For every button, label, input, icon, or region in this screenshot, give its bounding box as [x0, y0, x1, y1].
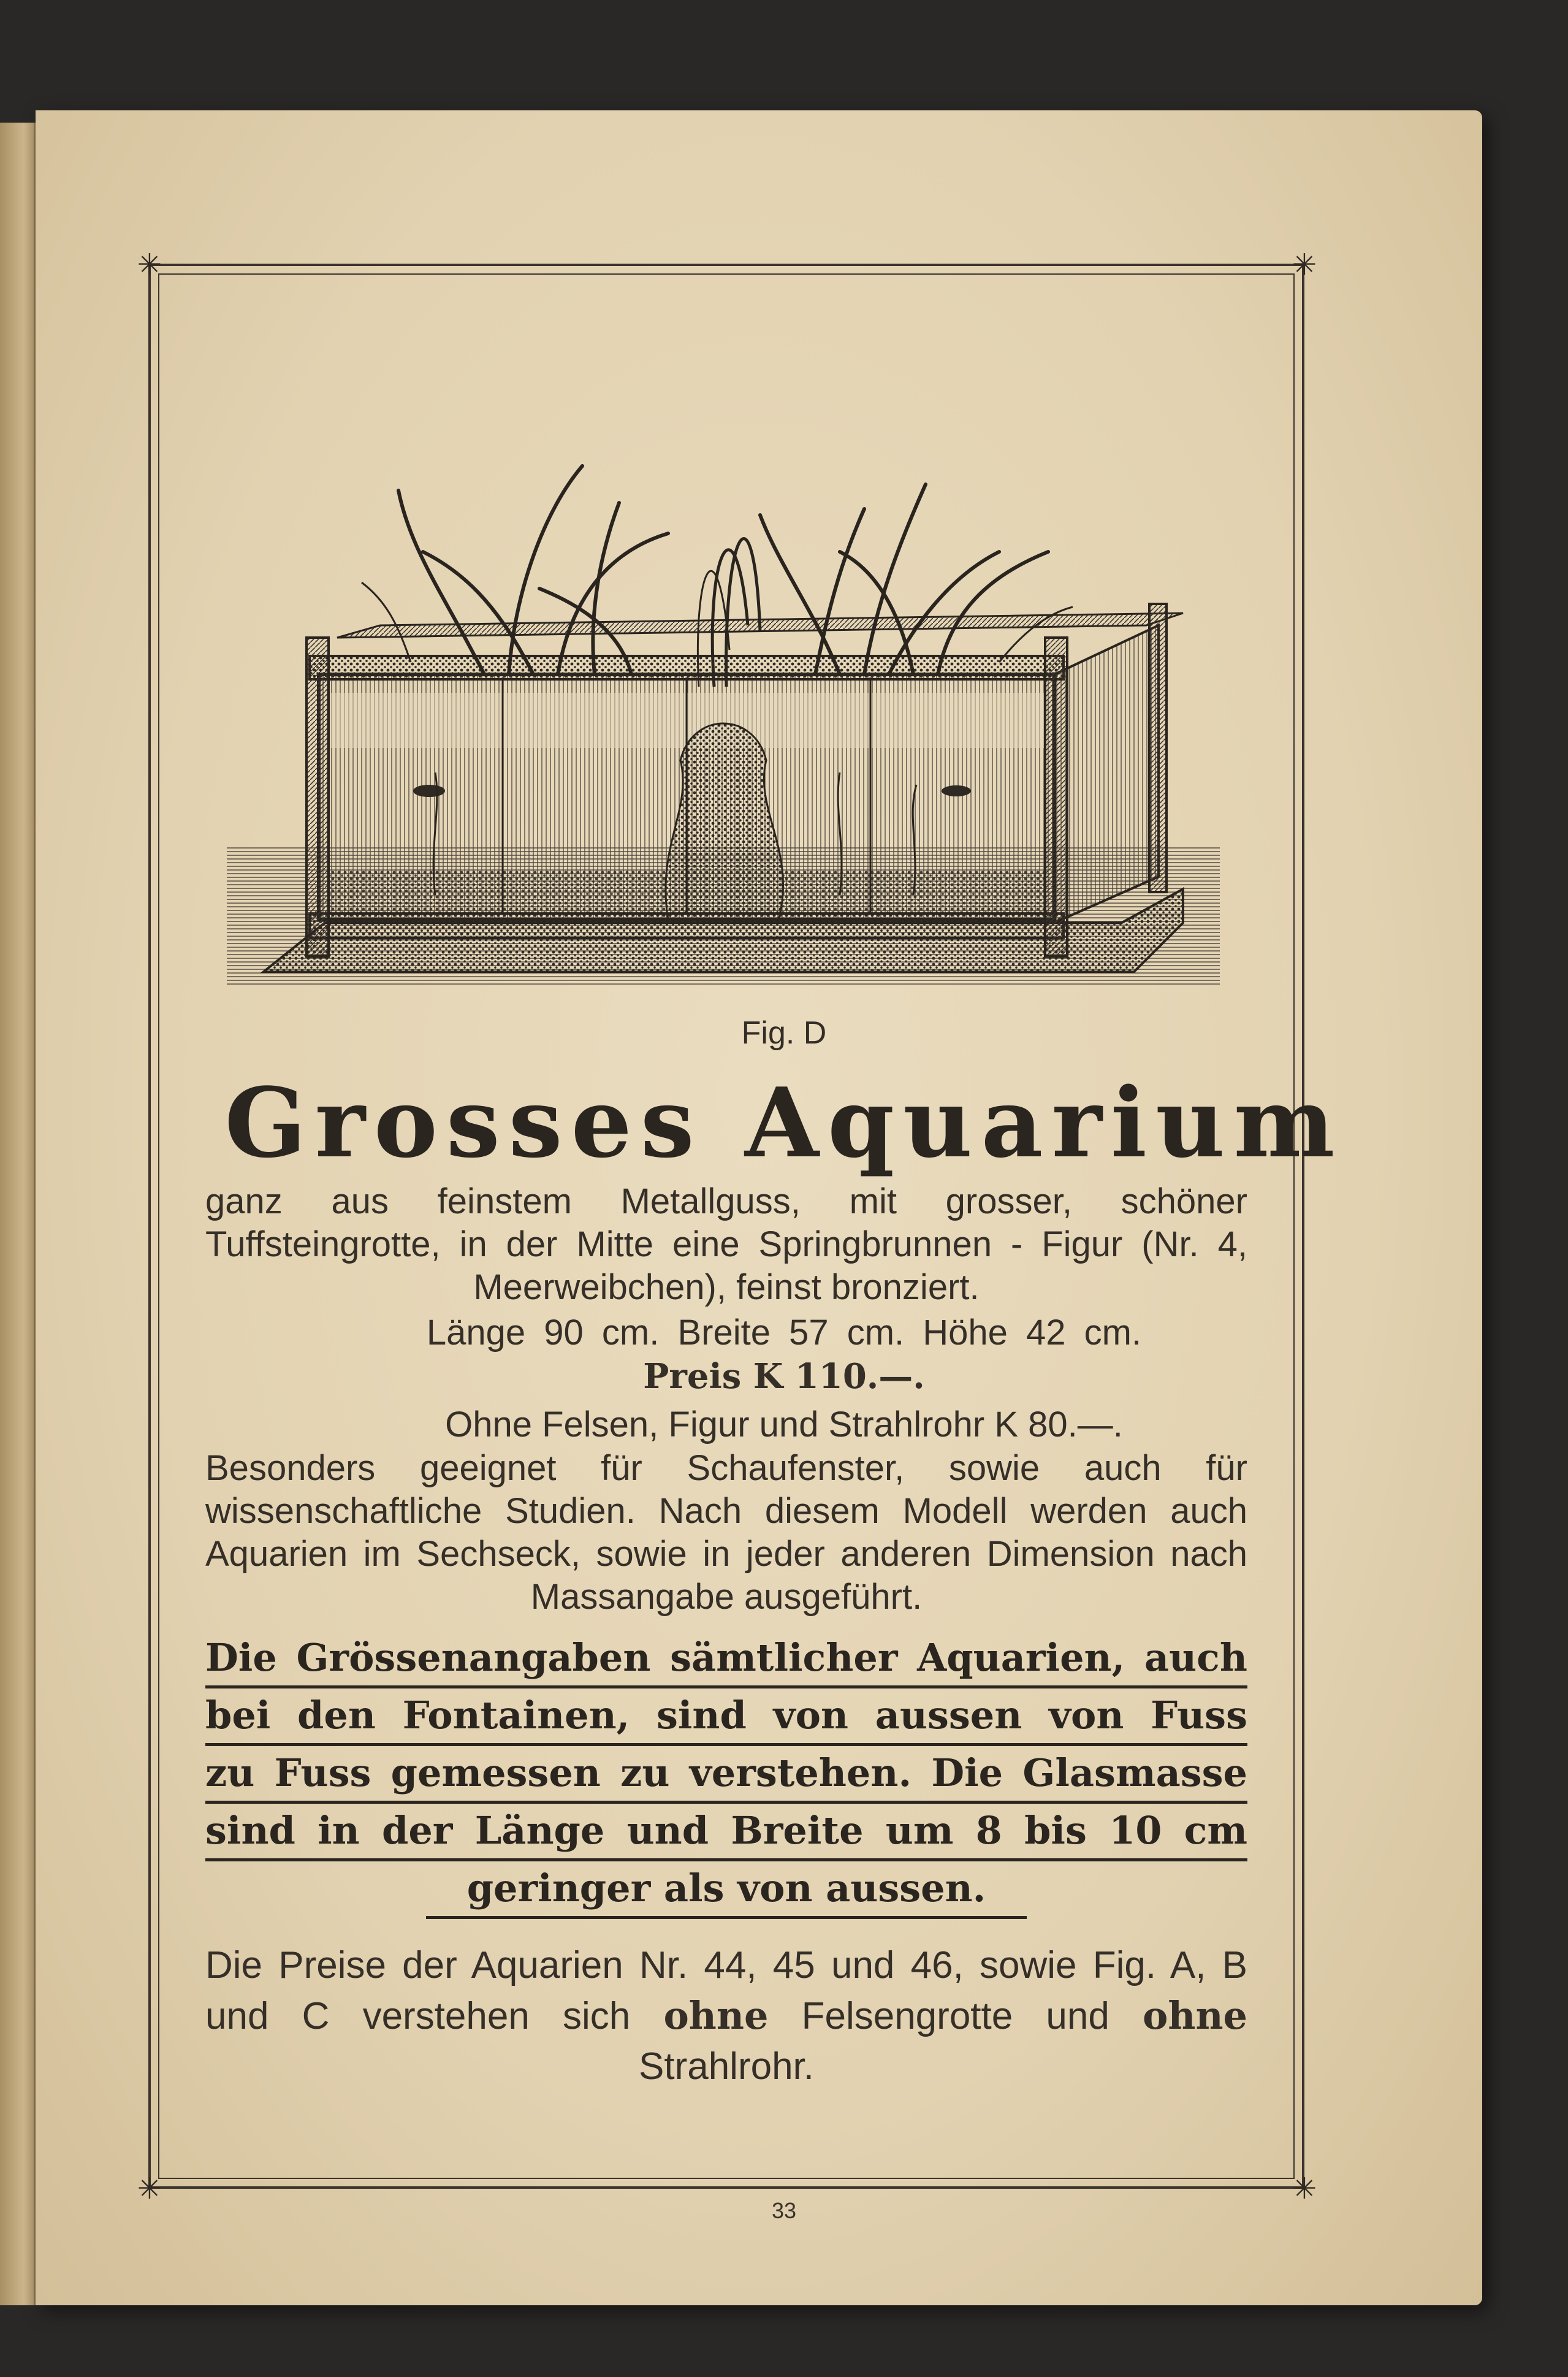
page-number: 33 — [771, 2198, 797, 2223]
corner-ornament-icon: ✳ — [137, 248, 162, 282]
product-description: ganz aus feinstem Metallguss, mit grosser, schöner Tuffsteingrotte, in der Mitte eine Springbrunnen - Figur (Nr. 4, Meerweibchen), feinst bronziert. — [205, 1181, 1247, 1307]
corner-ornament-icon: ✳ — [1292, 248, 1317, 282]
suitability-text: Besonders geeignet für Schaufenster, sowie auch für wissenschaftliche Studien. Nach diesem Modell werden auch Aquarien im Sechseck, sowie in jeder anderen Dimension nach Massangabe ausgeführt. — [205, 1448, 1247, 1617]
figure-caption: Fig. D — [741, 1015, 827, 1051]
corner-ornament-icon: ✳ — [137, 2172, 162, 2206]
notice-line: zu Fuss gemessen zu verstehen. Die Glasmasse — [205, 1746, 1247, 1804]
prices-note-text: Die Preise der Aquarien Nr. 44, 45 und 46, sowie Fig. A, B und C verstehen sich — [205, 1944, 1247, 2037]
aquarium-engraving-icon — [227, 368, 1220, 993]
notice-line: sind in der Länge und Breite um 8 bis 10 cm — [205, 1804, 1247, 1861]
product-dimensions: Länge 90 cm. Breite 57 cm. Höhe 42 cm. — [426, 1313, 1142, 1353]
page-left-edge — [0, 123, 36, 2305]
notice-line: bei den Fontainen, sind von aussen von Fuss — [205, 1688, 1247, 1746]
prices-note-text: Felsengrotte und — [768, 1995, 1143, 2037]
prices-note-text: Strahlrohr. — [638, 2045, 815, 2088]
notice-line: Die Grössenangaben sämtlicher Aquarien, auch — [205, 1631, 1247, 1688]
notice-line: geringer als von aussen. — [426, 1861, 1027, 1919]
prices-note-emphasis: ohne — [1143, 1993, 1247, 2038]
corner-ornament-icon: ✳ — [1292, 2172, 1317, 2206]
prices-note — [205, 1940, 1247, 2092]
page-title: Grosses Aquarium — [224, 1067, 1344, 1179]
product-price-without-accessories: Ohne Felsen, Figur und Strahlrohr K 80.—. — [445, 1405, 1123, 1444]
size-notice — [205, 1631, 1247, 1919]
prices-note-emphasis: ohne — [663, 1993, 769, 2038]
product-price: Preis K 110.—. — [643, 1356, 925, 1397]
